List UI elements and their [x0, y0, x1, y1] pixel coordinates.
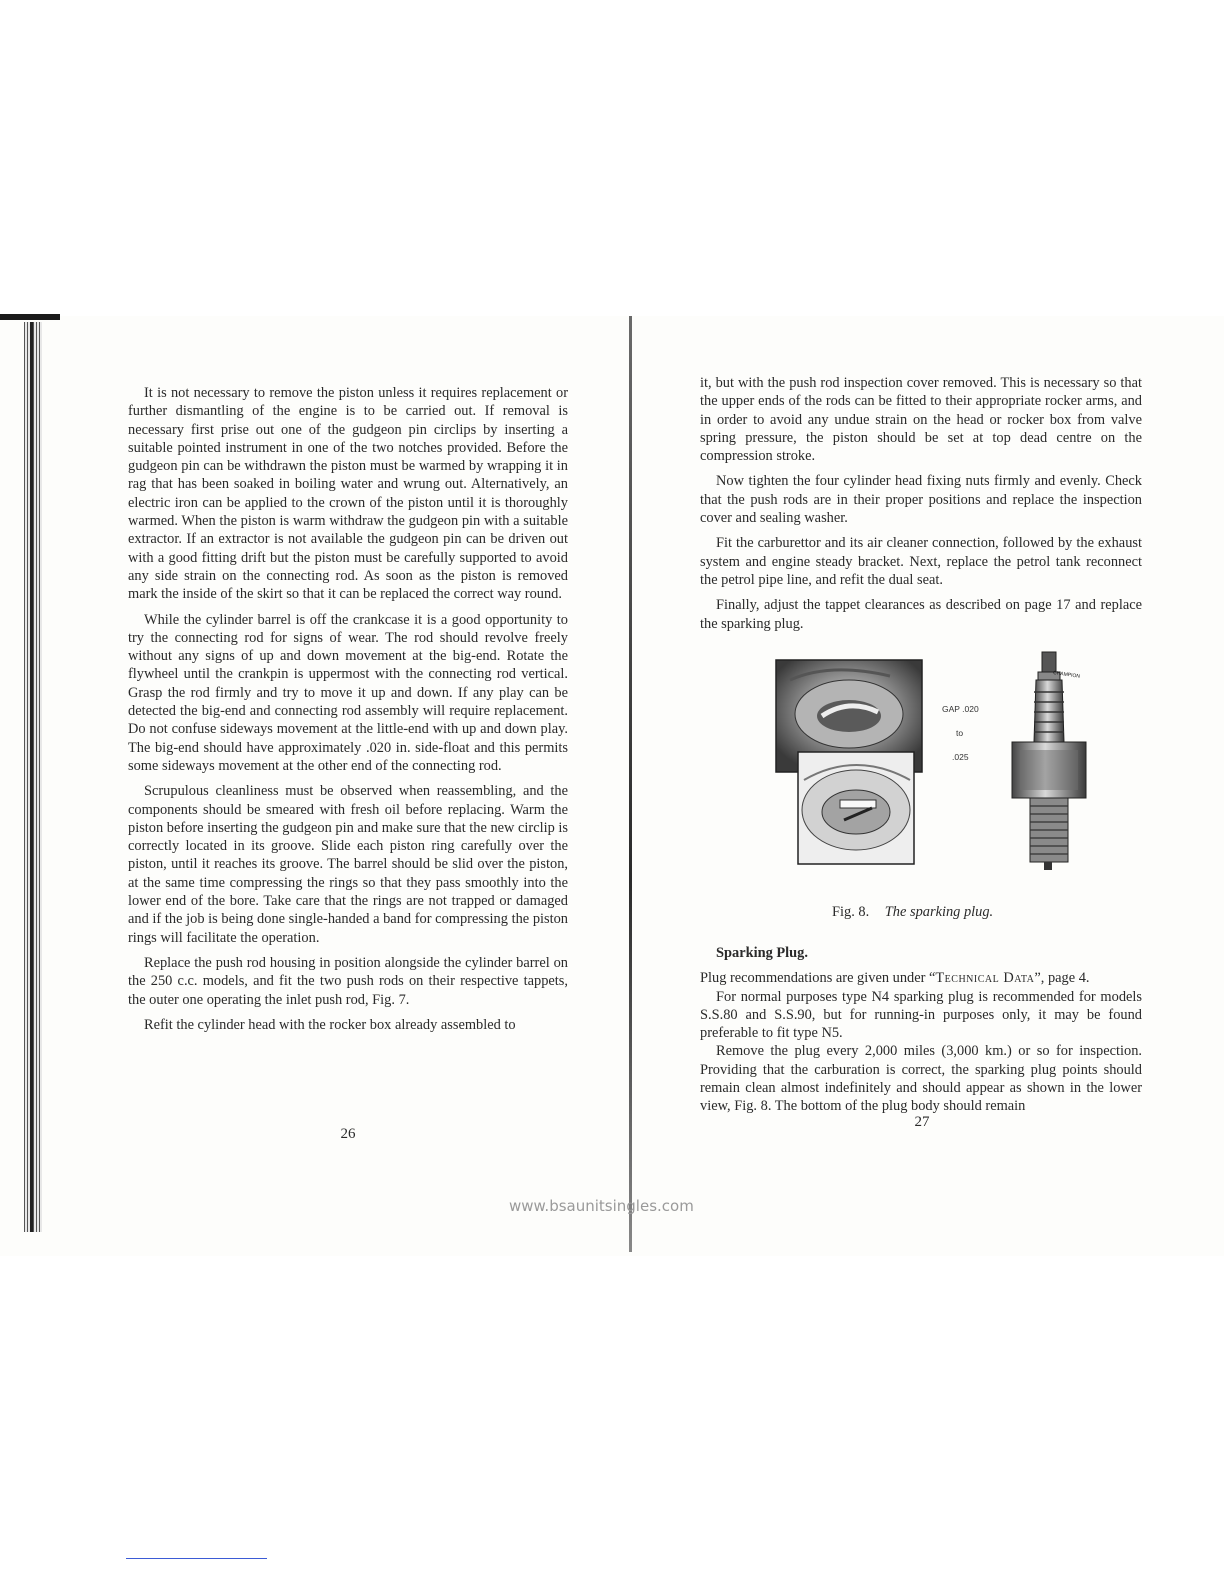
page-number-right: 27 [914, 1114, 930, 1130]
left-paragraph-3: Scrupulous cleanliness must be observed when reassembling, and the components should be smeared with fresh oil before replacing. Warm the piston before inserting the gudgeon pin and make sure that the new circlip is correctly located in its groove. Slide each piston ring carefully over the piston, until it reaches its groove. The barrel should be slid over the piston, at the same time compressing the rings so that they pass smoothly into the lower end of the bore. Take care that the rings are not trapped or damaged and if the job is being done single-handed a band for compressing the piston rings will facilitate the operation. [128, 783, 568, 946]
book-gutter [629, 316, 632, 1252]
figure-caption [832, 904, 1052, 921]
gap-label-1: GAP .020 [942, 704, 979, 714]
reco-text-end: ”, page 4. [1034, 970, 1090, 987]
left-paragraph-5: Refit the cylinder head with the rocker box already assembled to [144, 1016, 516, 1033]
plug-brand-label: CHAMPION [1052, 670, 1081, 680]
footer-underline [126, 1558, 267, 1559]
spark-plug-side-view [1012, 652, 1086, 870]
right-page-bottom [700, 944, 1142, 1116]
gap-label-3: .025 [952, 752, 969, 762]
section-heading: Sparking Plug. [716, 945, 808, 961]
right-page-top [700, 374, 1142, 640]
right-paragraph-2: Now tighten the four cylinder head fixing nuts firmly and evenly. Check that the push rods are in their proper positions and replace the inspection cover and sealing washer. [700, 473, 1142, 527]
left-paragraph-1: It is not necessary to remove the piston unless it requires replacement or further dismantling of the engine is to be carried out. If removal is necessary first prise out one of the gudgeon pin circlips by inserting a suitable pointed instrument in one of the two notches provided. Before the gudgeon pin can be withdrawn the piston must be warmed by wrapping it in rag that has been soaked in boiling water and wrung out. Alternatively, an electric iron can be applied to the crown of the piston until it is thoroughly warmed. When the piston is warm withdraw the gudgeon pin with a suitable extractor. If an extractor is not available the gudgeon pin can be driven out with a good fitting drift but the piston must be carefully supported to avoid any side strain on the connecting rod. As soon as the piston is removed mark the inside of the skirt so that it can be replaced the correct way round. [128, 385, 568, 603]
figure-title: The sparking plug. [884, 904, 994, 920]
page-number-left: 26 [340, 1126, 356, 1142]
right-paragraph-4: Finally, adjust the tappet clearances as described on page 17 and replace the sparking plug. [700, 597, 1142, 632]
figure-number: Fig. 8. [832, 904, 870, 920]
scan-shadow [0, 314, 60, 320]
reco-text-smallcaps: Technical Data [935, 970, 1035, 987]
left-page [128, 384, 568, 1041]
right-paragraph-5: For normal purposes type N4 sparking plug is recommended for models S.S.80 and S.S.90, but for running-in purposes only, it may be found preferable to fit type N5. [700, 988, 1142, 1042]
book-page-edges [24, 322, 42, 1232]
reco-text-start: Plug recommendations are given under “ [700, 970, 936, 987]
left-paragraph-2: While the cylinder barrel is off the crankcase it is a good opportunity to try the connecting rod for signs of wear. The rod should revolve freely without any signs of up and down movement at the big-end. Rotate the flywheel until the crankpin is uppermost with the connecting rod vertical. Grasp the rod firmly and try to move it up and down. If any play can be detected the big-end and connecting rod assembly will require replacement. Do not confuse sideways movement at the little-end with up and down play. The big-end should have approximately .020 in. side-float and this permits some sideways movement at the other end of the connecting rod. [128, 611, 568, 774]
watermark: www.bsaunitsingles.com [509, 1197, 694, 1215]
gap-label-2: to [956, 728, 964, 738]
plug-bottom-view [798, 752, 914, 864]
right-paragraph-1: it, but with the push rod inspection cover removed. This is necessary so that the upper ends of the rods can be fitted to their appropriate rocker arms, and in order to avoid any undue strain on the head or rocker box from valve spring pressure, the piston should be set at top dead centre on the compression stroke. [700, 375, 1142, 465]
left-paragraph-4: Replace the push rod housing in position alongside the cylinder barrel on the 250 c.c. models, and fit the two push rods on their respective tappets, the outer one operating the inlet push rod, Fig. 7. [128, 954, 568, 1008]
right-paragraph-3: Fit the carburettor and its air cleaner connection, followed by the exhaust system and engine steady bracket. Next, replace the petrol tank reconnect the petrol pipe line, and refit the dual seat. [700, 535, 1142, 588]
right-paragraph-6: Remove the plug every 2,000 miles (3,000 km.) or so for inspection. Providing that the carburation is correct, the sparking plug points should remain clean almost indefinitely and should appear as shown in the lower view, Fig. 8. The bottom of the plug body should remain [700, 1043, 1142, 1115]
sparking-plug-figure [770, 650, 1090, 872]
plug-recommendations [700, 969, 1142, 987]
